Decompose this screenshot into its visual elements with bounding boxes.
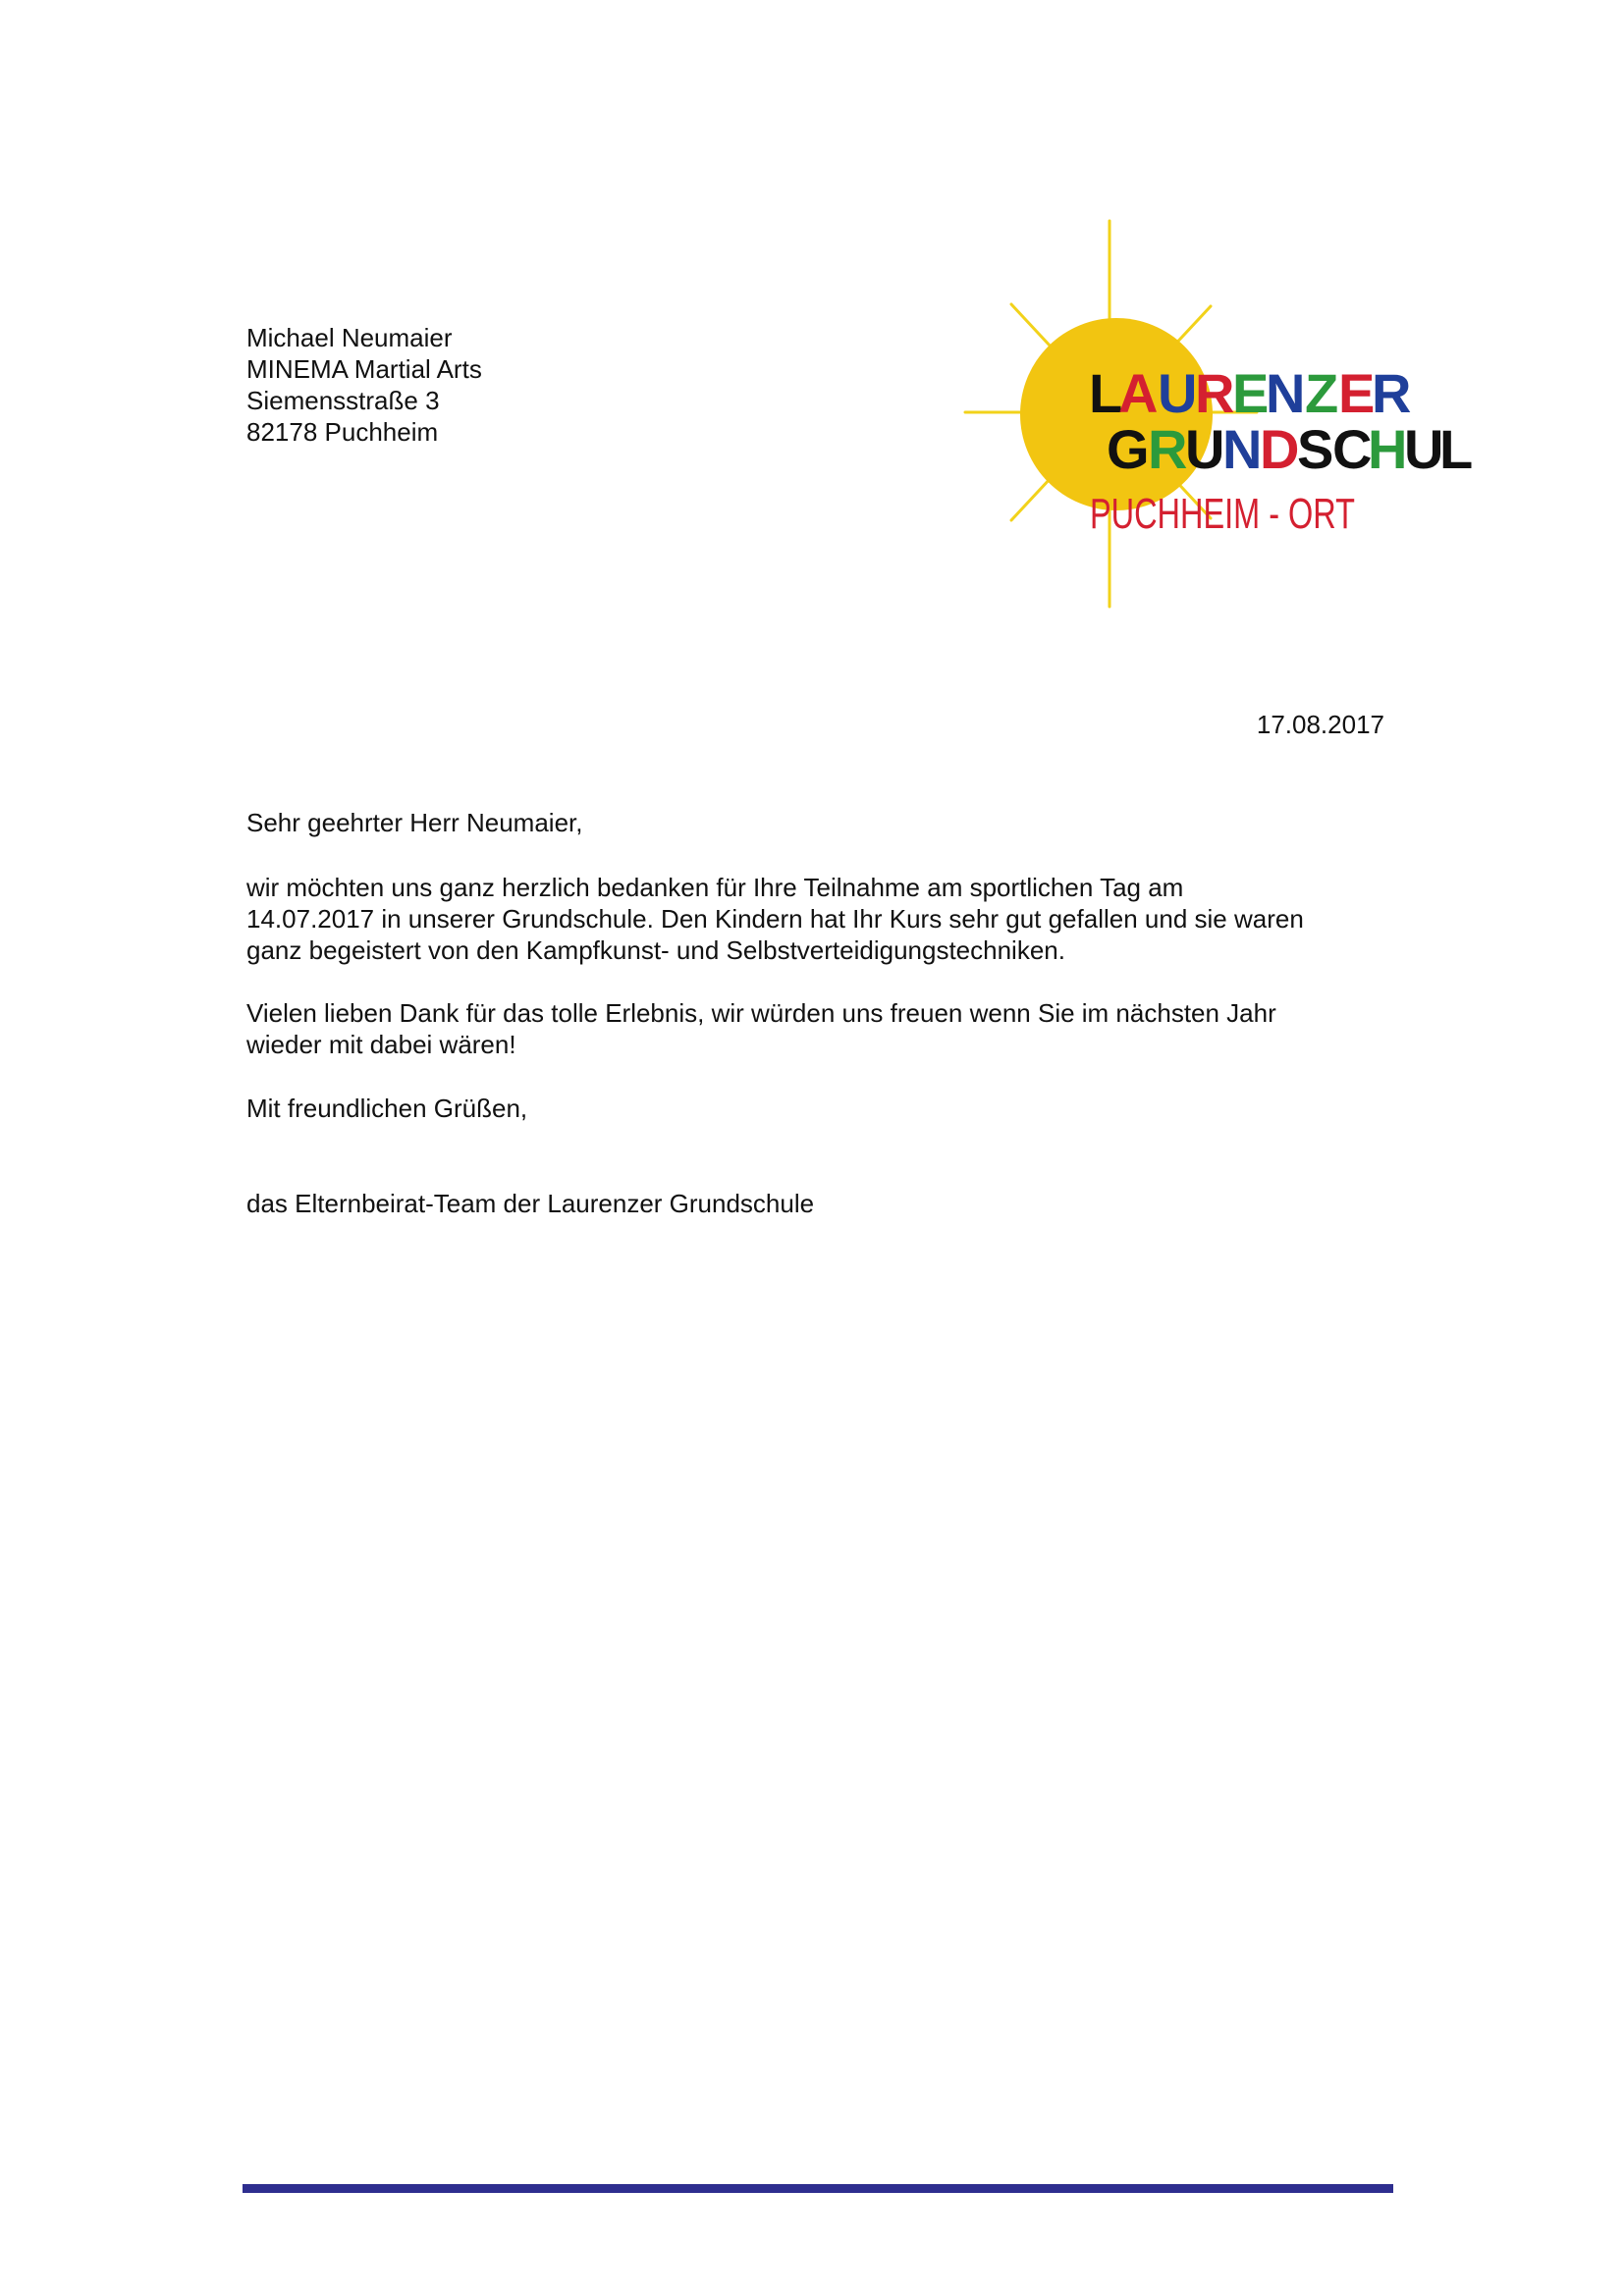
school-logo-graphic: [957, 216, 1474, 611]
svg-text:N: N: [1266, 362, 1306, 424]
svg-text:U: U: [1185, 418, 1225, 480]
svg-text:E: E: [1338, 362, 1376, 424]
svg-text:C: C: [1332, 418, 1373, 480]
paragraph-1-line: wir möchten uns ganz herzlich bedanken für Ihre Teilnahme am sportlichen Tag am: [246, 873, 1184, 902]
recipient-name: Michael Neumaier: [246, 323, 453, 352]
recipient-company: MINEMA Martial Arts: [246, 354, 482, 384]
svg-text:U: U: [1404, 418, 1444, 480]
school-logo: [957, 216, 1474, 611]
svg-text:E: E: [1232, 362, 1270, 424]
letter-date: 17.08.2017: [1256, 710, 1384, 739]
svg-text:L: L: [1439, 418, 1474, 480]
svg-text:Z: Z: [1305, 362, 1339, 424]
svg-text:H: H: [1368, 418, 1408, 480]
footer-divider: [243, 2184, 1393, 2193]
paragraph-1: [246, 872, 1304, 966]
svg-text:D: D: [1260, 418, 1300, 480]
logo-line1: [1089, 362, 1411, 424]
paragraph-1-line: 14.07.2017 in unserer Grundschule. Den Kindern hat Ihr Kurs sehr gut gefallen und sie waren: [246, 904, 1304, 934]
recipient-city: 82178 Puchheim: [246, 417, 439, 447]
logo-line2: [1107, 418, 1473, 480]
closing: Mit freundlichen Grüßen,: [246, 1094, 528, 1123]
svg-text:S: S: [1297, 418, 1334, 480]
svg-text:G: G: [1107, 418, 1150, 480]
salutation: Sehr geehrter Herr Neumaier,: [246, 808, 583, 837]
recipient-street: Siemensstraße 3: [246, 386, 440, 415]
logo-line3: PUCHHEIM - ORT: [1090, 490, 1355, 538]
svg-text:A: A: [1118, 362, 1159, 424]
svg-text:R: R: [1148, 418, 1188, 480]
recipient-address: [246, 322, 482, 448]
svg-text:N: N: [1222, 418, 1263, 480]
paragraph-2: [246, 997, 1276, 1060]
paragraph-2-line: wieder mit dabei wären!: [246, 1030, 516, 1059]
svg-text:R: R: [1195, 362, 1235, 424]
signature: das Elternbeirat-Team der Laurenzer Grundschule: [246, 1189, 815, 1218]
paragraph-1-line: ganz begeistert von den Kampfkunst- und Selbstverteidigungstechniken.: [246, 935, 1065, 965]
svg-text:U: U: [1158, 362, 1198, 424]
svg-text:L: L: [1089, 362, 1123, 424]
svg-text:R: R: [1372, 362, 1412, 424]
paragraph-2-line: Vielen lieben Dank für das tolle Erlebnis, wir würden uns freuen wenn Sie im nächsten Jahr: [246, 998, 1276, 1028]
